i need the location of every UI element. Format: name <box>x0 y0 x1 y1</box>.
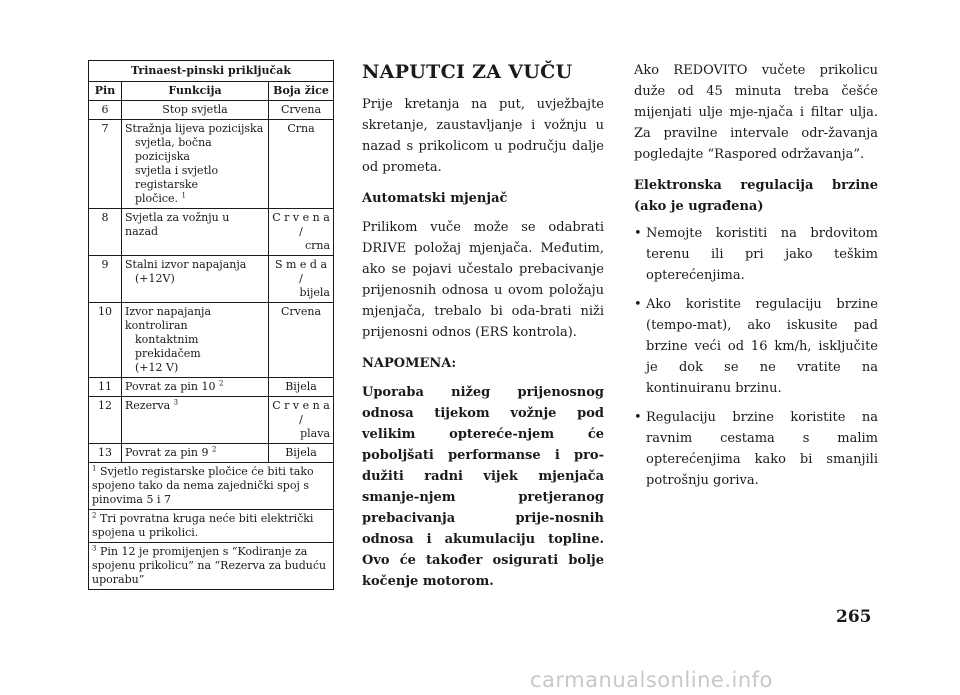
pin-function-line: kontaktnim prekidačem <box>135 333 201 360</box>
footnote-marker: 1 <box>181 191 186 200</box>
pin-function-line-wrap <box>125 380 265 394</box>
subheading-automatic-transmission: Automatski mjenjač <box>362 191 508 206</box>
table-row <box>89 444 334 463</box>
pin-function-line-wrap <box>125 399 265 413</box>
intro-paragraph: Prije kretanja na put, uvježbajte skretanje, zaustavljanje i vožnju u nazad s prikolicom u području dalje od prometa. <box>362 97 604 175</box>
list-item-text: Nemojte koristiti na brdovitom terenu ili pri jako teškim opterećenjima. <box>646 226 878 283</box>
pin-function-line-wrap <box>125 192 265 206</box>
wire-color-text: S m e d a / <box>274 258 328 285</box>
middle-column <box>362 60 604 602</box>
wire-color-text: Crvena <box>280 103 322 116</box>
wire-color-text: C r v e n a / <box>272 399 330 426</box>
header-pin: Pin <box>89 82 122 101</box>
wire-color <box>269 101 334 120</box>
pin-number: 6 <box>89 101 122 120</box>
pin-function <box>122 209 269 256</box>
watermark: carmanualsonline.info <box>530 668 773 692</box>
footnote <box>89 463 334 510</box>
table-body <box>89 101 334 463</box>
table-row <box>89 209 334 256</box>
header-function: Funkcija <box>122 82 269 101</box>
table-title-row <box>89 61 334 82</box>
pin-number: 13 <box>89 444 122 463</box>
bullet-icon: • <box>634 297 642 312</box>
header-color: Boja žice <box>269 82 334 101</box>
wire-color-text: Bijela <box>285 446 317 459</box>
wire-color-text-2: bijela <box>299 286 330 299</box>
footnote-number: 2 <box>92 511 97 520</box>
wire-color-text: Crvena <box>280 305 322 318</box>
pin-table <box>88 60 334 590</box>
pin-number: 11 <box>89 378 122 397</box>
bullet-icon: • <box>634 226 642 241</box>
pin-number: 8 <box>89 209 122 256</box>
table-row <box>89 256 334 303</box>
right-column <box>634 60 878 499</box>
wire-color-text: Crna <box>287 122 315 135</box>
transmission-paragraph: Prilikom vuče može se odabrati DRIVE položaj mjenjača. Međutim, ako se pojavi učestalo prebacivanje prijenosnih odnosa u ovom položaju mjenjača, trebalo bi oda-brati niži prijenosni odnos (ERS kontrola). <box>362 220 604 340</box>
footnote-text: Svjetlo registarske pločice će biti tako spojeno tako da nema zajednički spoj s pinovima 5 i 7 <box>92 465 314 506</box>
footnote-text: Pin 12 je promijenjen s “Kodiranje za spojenu prikolicu” na “Rezerva za buduću uporabu” <box>92 545 327 586</box>
pin-function-line: Povrat za pin 9 <box>125 446 209 459</box>
pin-function-line: pločice. <box>135 192 179 205</box>
table-row <box>89 101 334 120</box>
wire-color <box>269 303 334 378</box>
pin-function-line: Svjetla za vožnju u nazad <box>125 211 230 238</box>
table-row <box>89 303 334 378</box>
pin-function <box>122 378 269 397</box>
list-item <box>634 223 878 286</box>
note-text: Uporaba nižeg prijenosnog odnosa tijekom vožnje pod velikim optereće-njem će poboljšati performanse i pro-dužiti radni vijek mjenjača smanje-njem pretjeranog prebacivanja prije-nosnih odnosa i akumulaciju topline. Ovo će također osigurati bolje kočenje motorom. <box>362 385 604 589</box>
footnote-row <box>89 510 334 543</box>
pin-number: 7 <box>89 120 122 209</box>
wire-color <box>269 397 334 444</box>
footnote-row <box>89 543 334 590</box>
wire-color-text: Bijela <box>285 380 317 393</box>
list-item-text: Regulaciju brzine koristite na ravnim cestama s malim opterećenjima kako bi smanjili potrošnju goriva. <box>646 410 878 488</box>
section-heading: NAPUTCI ZA VUČU <box>362 61 573 83</box>
footnote-marker: 2 <box>219 379 224 388</box>
pin-function-line: svjetla i svjetlo registarske <box>135 164 219 191</box>
footnote-number: 3 <box>92 544 97 553</box>
wire-color-text-2: crna <box>304 239 330 252</box>
page-number: 265 <box>836 607 872 627</box>
pin-function-line: Stražnja lijeva pozicijska <box>125 122 264 135</box>
footnote <box>89 543 334 590</box>
pin-number: 12 <box>89 397 122 444</box>
pin-function <box>122 303 269 378</box>
list-item-text: Ako koristite regulaciju brzine (tempo-mat), ako iskusite pad brzine veći od 16 km/h, isključite je dok se ne vratite na kontinuiranu brzinu. <box>646 297 878 396</box>
wire-color <box>269 256 334 303</box>
pin-function-line: Izvor napajanja kontroliran <box>125 305 211 332</box>
footnote <box>89 510 334 543</box>
footnote-row <box>89 463 334 510</box>
subheading-cruise-control: Elektronska regulacija brzine (ako je ugrađena) <box>634 178 878 214</box>
table-notes <box>89 463 334 590</box>
table-row <box>89 397 334 444</box>
footnote-marker: 2 <box>212 445 217 454</box>
wire-color <box>269 444 334 463</box>
pin-function <box>122 256 269 303</box>
footnote-marker: 3 <box>173 398 179 407</box>
pin-number: 10 <box>89 303 122 378</box>
wire-color <box>269 378 334 397</box>
left-column <box>88 60 334 590</box>
note-label: NAPOMENA: <box>362 356 457 371</box>
pin-function-line: Stop svjetla <box>162 103 228 116</box>
wire-color-text-2: plava <box>300 427 330 440</box>
pin-function-line: Rezerva <box>125 399 171 412</box>
pin-function <box>122 397 269 444</box>
table-row <box>89 120 334 209</box>
list-item <box>634 294 878 399</box>
pin-function-line: Povrat za pin 10 <box>125 380 216 393</box>
cruise-control-list <box>634 223 878 491</box>
table-title: Trinaest-pinski priključak <box>89 61 334 82</box>
pin-function-line: (+12V) <box>135 272 175 285</box>
footnote-number: 1 <box>92 464 97 473</box>
pin-function <box>122 444 269 463</box>
pin-function <box>122 101 269 120</box>
bullet-icon: • <box>634 410 642 425</box>
wire-color-text: C r v e n a / <box>272 211 330 238</box>
footnote-text: Tri povratna kruga neće biti električki spojena u prikolici. <box>92 512 314 539</box>
pin-function-line: (+12 V) <box>135 361 179 374</box>
oil-change-paragraph: Ako REDOVITO vučete prikolicu duže od 45 minuta treba češće mijenjati ulje mje-njača i filtar ulja. Za pravilne intervale odr-žavanja pogledajte “Raspored održavanja”. <box>634 63 878 162</box>
wire-color <box>269 120 334 209</box>
table-row <box>89 378 334 397</box>
pin-function-line-wrap <box>125 446 265 460</box>
pin-function-line: svjetla, bočna pozicijska <box>135 136 212 163</box>
pin-function-line: Stalni izvor napajanja <box>125 258 247 271</box>
pin-number: 9 <box>89 256 122 303</box>
table-header-row <box>89 82 334 101</box>
list-item <box>634 407 878 491</box>
pin-function <box>122 120 269 209</box>
wire-color <box>269 209 334 256</box>
